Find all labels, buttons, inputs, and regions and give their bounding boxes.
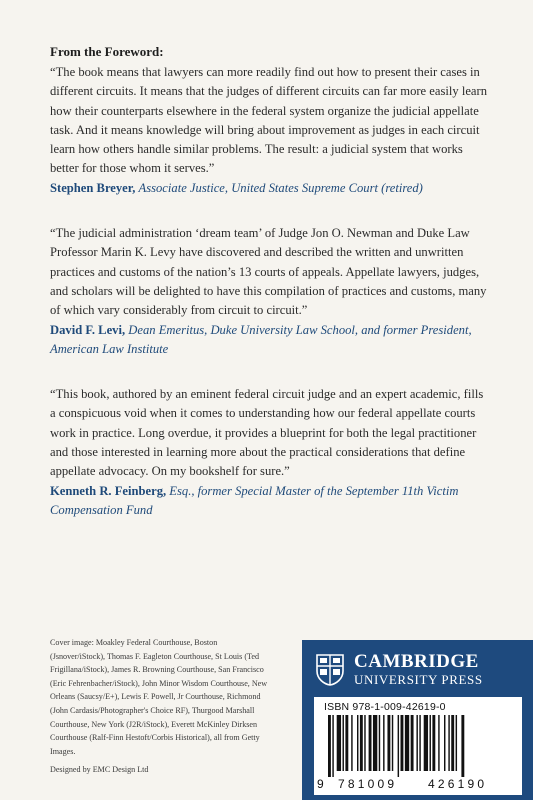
barcode-bar — [373, 715, 377, 771]
barcode-bar — [419, 715, 420, 771]
barcode-bar — [369, 715, 372, 771]
barcode-bar — [392, 715, 393, 771]
endorsement-quote: “This book, authored by an eminent federal circuit judge and an expert academic, fills a conspicuous void when it comes to understanding how our federal appellate courts work in practice. Long overdue, it provides a blueprint for both the legal practitioner and those interested in learning more about the practical considerations that define appellate advocacy. On my bookshelf for sure.” — [50, 387, 484, 479]
publisher-name: CAMBRIDGE — [354, 651, 479, 672]
barcode-bar — [343, 715, 344, 771]
barcode-bar — [351, 715, 352, 771]
barcode-bar — [416, 715, 417, 771]
barcode-bar — [383, 715, 384, 771]
barcode-digit-group-1: 781009 — [338, 777, 398, 791]
barcode-bar — [345, 715, 348, 771]
barcode — [314, 697, 522, 795]
barcode-bar — [401, 715, 404, 771]
barcode-bar — [379, 715, 380, 771]
attribution-name: David F. Levi, — [50, 322, 126, 337]
foreword-heading: From the Foreword: — [50, 44, 164, 59]
barcode-bar — [424, 715, 428, 771]
cover-image-credits: Cover image: Moakley Federal Courthouse, Boston (Jsnover/iStock), Thomas F. Eagleton Courthouse, St Louis (Ted Frigillana/iStock), James R. Browning Courthouse, San Francisco (Eric Fehrenbacher/iStock), John Minor Wisdom Courthouse, New Orleans (Saucsy/E+), Lewis F. Powell, Jr Courthouse, Richmond (John Cardasis/Photographer's Choice RF), Thurgood Marshall Courthouse, New York (J2R/iStock), Everett McKinley Dirksen Courthouse (Ralf-Finn Hestoft/Corbis Historical), all from Getty Images. — [50, 638, 268, 756]
attribution-title: Dean Emeritus, Duke University Law School, and former President, American Law Institute — [50, 322, 472, 356]
barcode-bar — [438, 715, 439, 771]
barcode-bar — [451, 715, 454, 771]
publisher-press: UNIVERSITY PRESS — [354, 672, 483, 687]
barcode-bar — [357, 715, 358, 771]
barcode-bar — [387, 715, 390, 771]
attribution-title: Esq., former Special Master of the September 11th Victim Compensation Fund — [50, 483, 459, 517]
attribution-title: Associate Justice, United States Supreme Court (retired) — [138, 180, 423, 195]
barcode-bar — [411, 715, 414, 771]
barcode-bar — [432, 715, 435, 771]
endorsement-block — [50, 385, 490, 520]
foreword-attribution — [50, 179, 490, 198]
barcode-bar — [360, 715, 363, 771]
attribution-name: Kenneth R. Feinberg, — [50, 483, 167, 498]
barcode-bars — [328, 715, 512, 777]
attribution-name: Stephen Breyer, — [50, 180, 136, 195]
isbn-text: ISBN 978-1-009-42619-0 — [324, 701, 446, 713]
foreword-block — [50, 44, 490, 198]
barcode-bar — [364, 715, 365, 771]
designer-credit: Designed by EMC Design Ltd — [50, 765, 149, 774]
endorsement-quote: “The judicial administration ‘dream team’ of Judge Jon O. Newman and Duke Law Professor Marin K. Levy have discovered and described the written and unwritten practices and customs of the nation’s 13 courts of appeals. Appellate lawyers, judges, and scholars will be delighted to have this compilation of practices and customs, many of which vary considerably from circuit to circuit.” — [50, 226, 487, 318]
barcode-bar — [448, 715, 449, 771]
barcode-bar — [328, 715, 331, 777]
barcode-bar — [461, 715, 464, 777]
endorsement-block — [50, 224, 490, 359]
barcode-bar — [456, 715, 457, 771]
cambridge-shield-icon — [316, 654, 344, 686]
barcode-digit-group-2: 426190 — [428, 777, 488, 791]
publisher-panel — [302, 640, 533, 800]
barcode-bar — [430, 715, 431, 771]
endorsement-attribution — [50, 482, 490, 521]
foreword-quote: “The book means that lawyers can more readily find out how to present their cases in different circuits. It means that the judges of different circuits can far more easily learn how their counterparts elsewhere in the federal system organize the judicial appellate task. And it means knowledge will bring about improvement as judges in each circuit learn how others handle similar problems. The result: a judicial system that works better for those whom it serves.” — [50, 65, 487, 176]
barcode-bar — [398, 715, 399, 777]
barcode-digit-first: 9 — [317, 777, 324, 791]
barcode-bar — [405, 715, 409, 771]
barcode-bar — [337, 715, 341, 771]
endorsement-attribution — [50, 321, 490, 360]
barcode-bar — [444, 715, 445, 771]
barcode-bar — [332, 715, 333, 777]
back-cover-text — [50, 44, 490, 546]
